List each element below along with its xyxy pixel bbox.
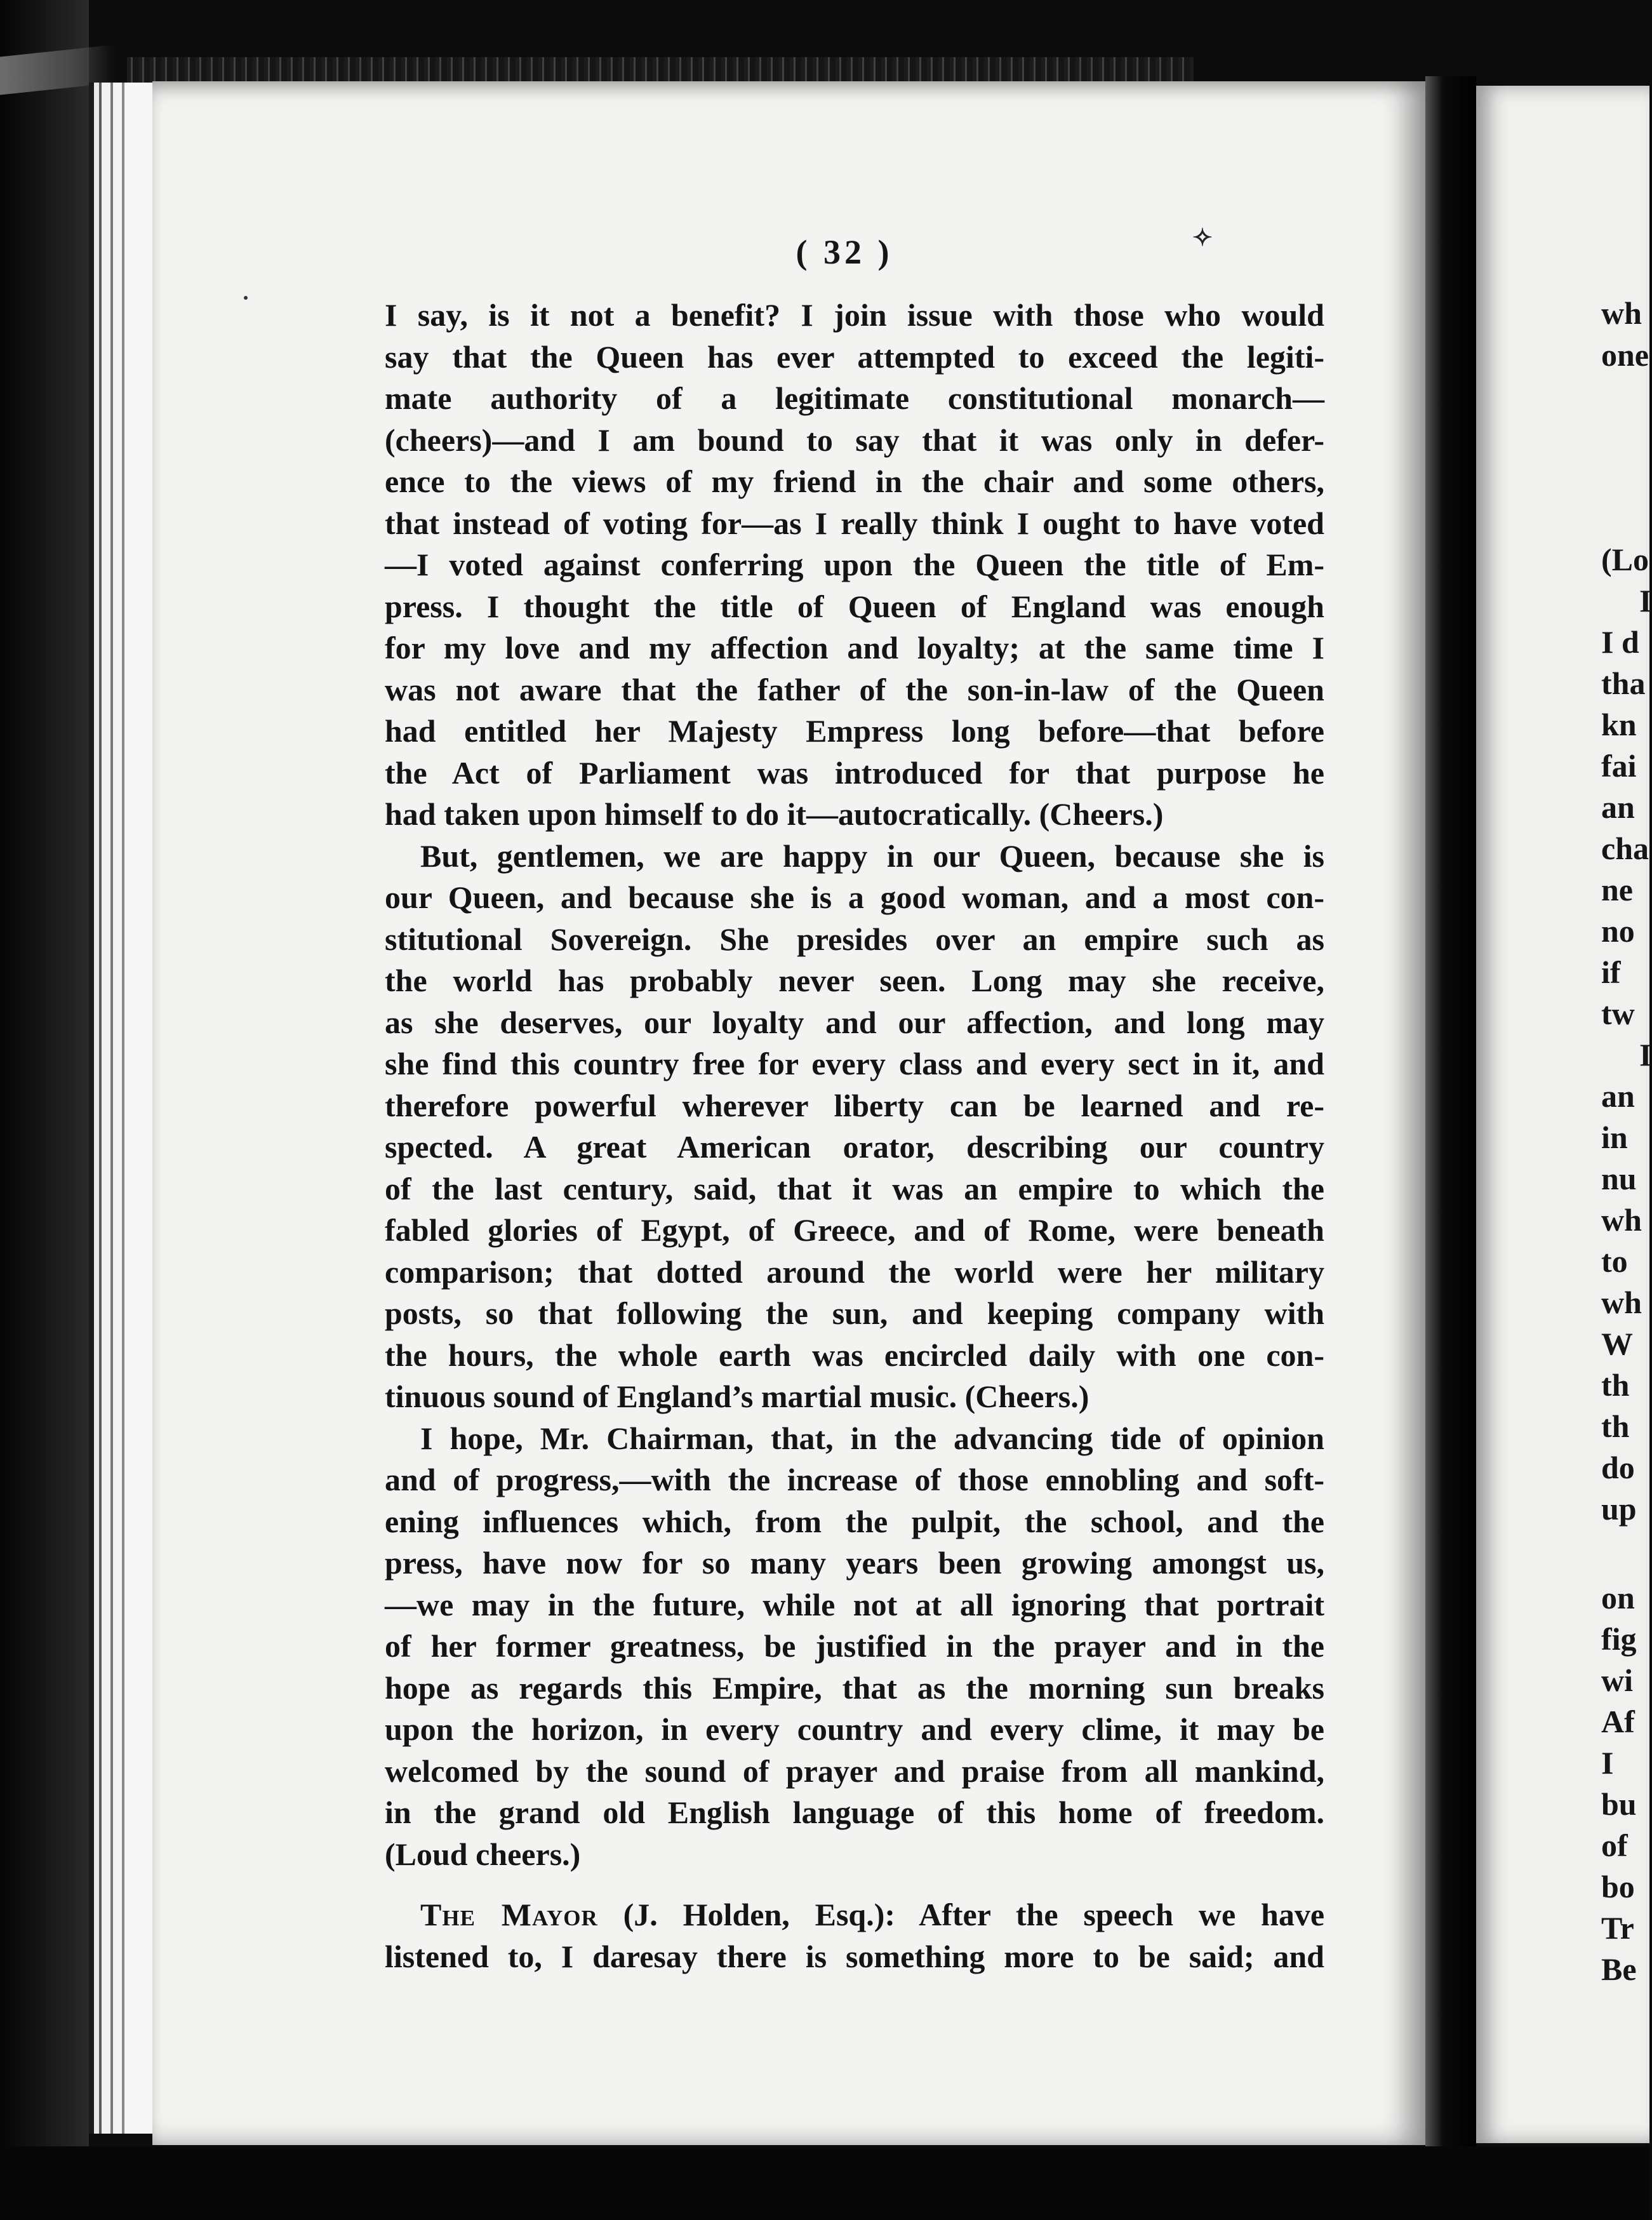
text-line: —I voted against conferring upon the Queen the title of Em- [385, 547, 1324, 582]
facing-fragment: kn [1601, 707, 1637, 742]
facing-fragment: tha [1601, 665, 1646, 701]
text-line: our Queen, and because she is a good woman, and a most con- [385, 879, 1324, 915]
text-line: I say, is it not a benefit? I join issue with those who would [385, 297, 1324, 333]
text-line: the world has probably never seen. Long may she receive, [385, 963, 1324, 998]
facing-fragment: nu [1601, 1161, 1637, 1196]
text-line: mate authority of a legitimate constitutional monarch— [385, 380, 1324, 416]
paragraph-mayor [385, 1894, 1324, 1977]
text-line: —we may in the future, while not at all ignoring that portrait [385, 1586, 1324, 1622]
bottom-shadow [0, 2146, 1649, 2220]
speaker-detail: (J. Holden, Esq.): [597, 1897, 896, 1932]
text-line: and of progress,—with the increase of those ennobling and soft- [385, 1462, 1324, 1497]
paragraph-2 [385, 836, 1324, 1418]
facing-fragment: bu [1601, 1786, 1637, 1822]
facing-fragment: in [1601, 1120, 1628, 1155]
text-line: stitutional Sovereign. She presides over an empire such as [385, 921, 1324, 957]
facing-fragment: th [1601, 1408, 1630, 1444]
facing-fragment: of [1601, 1828, 1628, 1863]
facing-fragment: wi [1601, 1662, 1633, 1698]
text-line: that instead of voting for—as I really think I ought to have voted [385, 505, 1324, 541]
text-line: press, have now for so many years been growing amongst us, [385, 1545, 1324, 1581]
facing-fragment: Be [1601, 1951, 1637, 1987]
facing-fragment: I [1639, 1037, 1652, 1073]
paragraph-3 [385, 1418, 1324, 1876]
facing-fragment: th [1601, 1367, 1630, 1403]
facing-fragment: I [1601, 1745, 1614, 1781]
text-line: she find this country free for every class and every sect in it, and [385, 1046, 1324, 1081]
text-line: listened to, I daresay there is something more to be said; and [385, 1938, 1324, 1974]
facing-fragment: no [1601, 913, 1635, 949]
left-binding-shadow [0, 0, 89, 2220]
text-line: therefore powerful wherever liberty can be learned and re- [385, 1087, 1324, 1123]
facing-fragment: if [1601, 954, 1621, 990]
facing-fragment: Tr [1601, 1910, 1634, 1946]
text-line: ening influences which, from the pulpit, the school, and the [385, 1503, 1324, 1539]
text-line: ence to the views of my friend in the chair and some others, [385, 464, 1324, 499]
facing-fragment: I [1639, 583, 1652, 619]
text-line: in the grand old English language of this home of freedom. [385, 1795, 1324, 1830]
facing-fragment: wh [1601, 1285, 1642, 1320]
facing-fragment: fai [1601, 748, 1637, 784]
text-line: comparison; that dotted around the world were her military [385, 1254, 1324, 1290]
text-line: say that the Queen has ever attempted to exceed the legiti- [385, 338, 1324, 375]
facing-fragment: Af [1601, 1704, 1635, 1739]
text-line: I hope, Mr. Chairman, that, in the advancing tide of opinion [420, 1420, 1324, 1456]
facing-fragment: ne [1601, 872, 1633, 907]
text-line: welcomed by the sound of prayer and praise from all mankind, [385, 1753, 1324, 1789]
text-line: had entitled her Majesty Empress long before—that before [385, 713, 1324, 749]
text-line: press. I thought the title of Queen of England was enough [385, 588, 1324, 624]
text-line [385, 1894, 1324, 1936]
page-number: ( 32 ) [796, 233, 893, 271]
facing-fragment: bo [1601, 1869, 1635, 1904]
facing-fragment: fig [1601, 1621, 1637, 1657]
text-line: of her former greatness, be justified in the prayer and in the [385, 1628, 1324, 1664]
paragraph-gap [385, 1875, 1324, 1894]
facing-fragment: wh [1601, 1202, 1642, 1238]
text-line: the hours, the whole earth was encircled daily with one con- [385, 1337, 1324, 1373]
top-page-fuzz [127, 57, 1194, 83]
text-line: had taken upon himself to do it—autocratically. (Cheers.) [385, 796, 1164, 832]
text-line: (Loud cheers.) [385, 1836, 581, 1872]
facing-fragment: cha [1601, 831, 1649, 866]
speaker-name: The Mayor [420, 1897, 598, 1932]
facing-fragment: tw [1601, 996, 1635, 1031]
facing-fragment: up [1601, 1491, 1637, 1527]
facing-fragment: W [1601, 1326, 1633, 1361]
body-text [385, 295, 1324, 1977]
facing-fragment: an [1601, 1078, 1635, 1114]
facing-fragment: I d [1601, 624, 1639, 660]
facing-fragment: (Lo [1601, 542, 1649, 577]
text-line: tinuous sound of England’s martial music. (Cheers.) [385, 1379, 1089, 1414]
stacked-page-edges [89, 83, 159, 2134]
text-line: of the last century, said, that it was an empire to which the [385, 1170, 1324, 1207]
text-line: for my love and my affection and loyalty; at the same time I [385, 630, 1324, 665]
speech-start: After the speech we have [895, 1897, 1325, 1932]
facing-fragment: one [1601, 337, 1649, 373]
facing-fragment: an [1601, 789, 1635, 825]
ink-speck-mark: ✧ [1192, 225, 1213, 251]
text-line: posts, so that following the sun, and keeping company with [385, 1295, 1324, 1331]
facing-fragment: to [1601, 1243, 1628, 1279]
text-line: (cheers)—and I am bound to say that it was only in defer- [385, 422, 1324, 458]
text-line: But, gentlemen, we are happy in our Queen, because she is [420, 838, 1324, 874]
paragraph-1 [385, 295, 1324, 836]
text-line: as she deserves, our loyalty and our affection, and long may [385, 1004, 1324, 1040]
text-line: fabled glories of Egypt, of Greece, and of Rome, were beneath [385, 1212, 1324, 1248]
text-line: upon the horizon, in every country and every clime, it may be [385, 1711, 1324, 1747]
text-line: spected. A great American orator, describing our country [385, 1129, 1324, 1165]
facing-fragment: on [1601, 1580, 1635, 1615]
ink-dot [244, 296, 248, 300]
facing-fragment: do [1601, 1450, 1635, 1485]
facing-fragment: wh [1601, 295, 1642, 331]
book-gutter [1425, 76, 1476, 2165]
text-line: the Act of Parliament was introduced for that purpose he [385, 754, 1324, 791]
text-line: was not aware that the father of the son-in-law of the Queen [385, 671, 1324, 707]
text-line: hope as regards this Empire, that as the morning sun breaks [385, 1669, 1324, 1706]
